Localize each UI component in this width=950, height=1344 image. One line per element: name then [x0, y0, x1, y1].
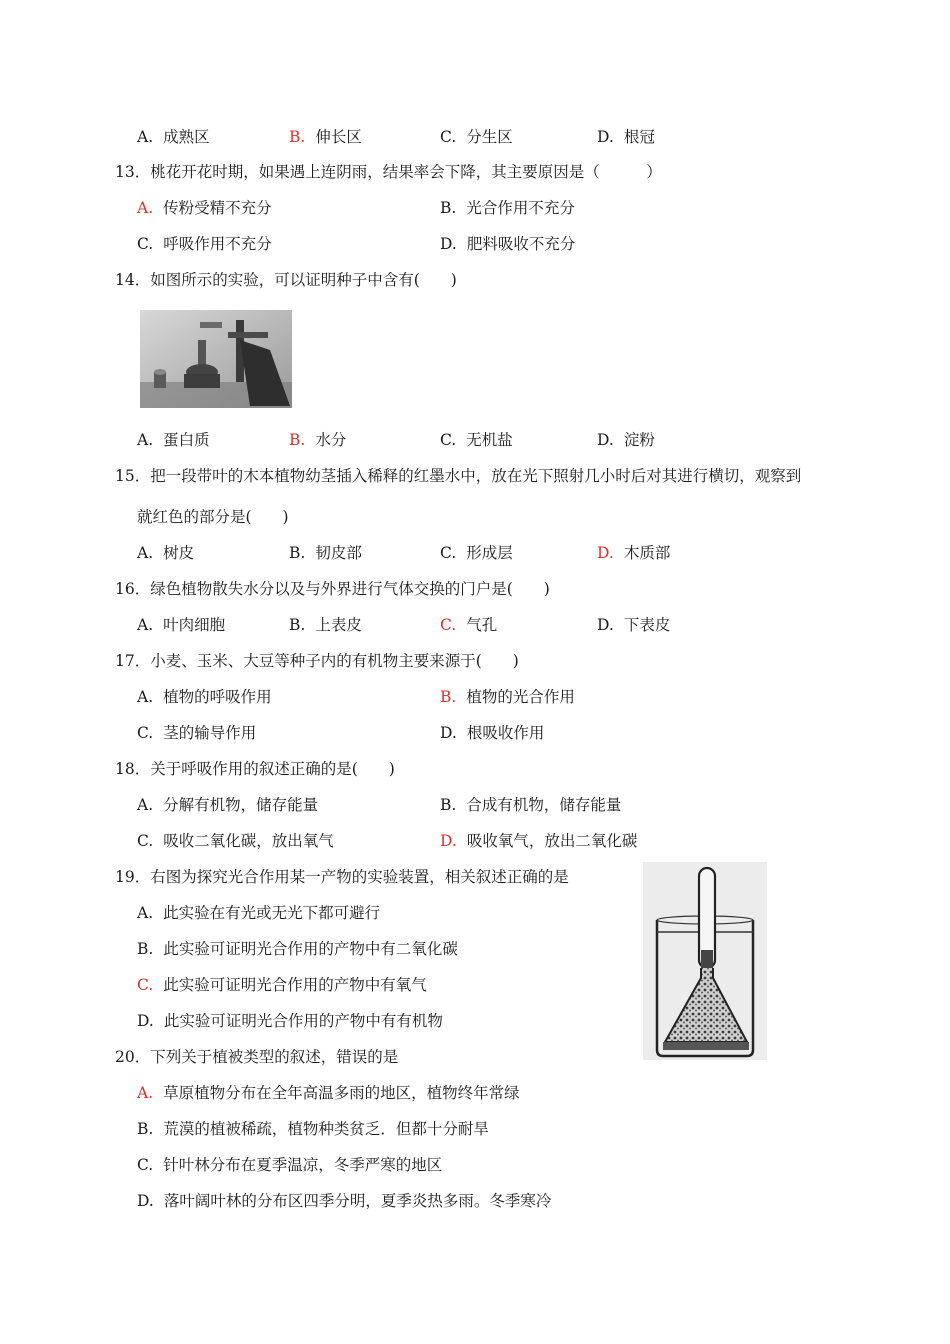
option-text: 传粉受精不充分	[163, 199, 272, 217]
option-letter: A.	[137, 904, 154, 922]
option-text: 下表皮	[623, 616, 671, 634]
q15-stem: 15．把一段带叶的木本植物幼茎插入稀释的红墨水中，放在光下照射几小时后对其进行横切，观察到	[115, 467, 802, 485]
option-text: 此实验可证明光合作用的产物中有有机物	[163, 1012, 443, 1030]
option-letter: A.	[137, 431, 154, 449]
option-letter: D.	[597, 544, 614, 562]
q12-option-d[interactable]	[597, 125, 655, 149]
option-text: 分生区	[466, 128, 513, 146]
q18-option-a[interactable]	[137, 793, 318, 817]
q13-option-d[interactable]	[440, 232, 575, 256]
option-text: 气孔	[466, 616, 498, 634]
option-letter: D.	[440, 832, 457, 850]
option-letter: B.	[440, 199, 457, 217]
q15-stem-continued: 就红色的部分是( )	[137, 508, 289, 526]
option-letter: B.	[440, 796, 457, 814]
option-text: 韧皮部	[315, 544, 362, 562]
q16-option-a[interactable]	[137, 613, 225, 637]
q19-option-d[interactable]	[137, 1009, 443, 1033]
q17-option-b[interactable]	[440, 685, 575, 709]
option-letter: C.	[137, 724, 154, 742]
photosynthesis-oxygen-apparatus-figure	[643, 862, 767, 1060]
option-letter: D.	[597, 431, 614, 449]
option-letter: D.	[137, 1192, 154, 1210]
option-text: 根吸收作用	[466, 724, 545, 742]
option-letter: C.	[440, 544, 457, 562]
q14-stem: 14．如图所示的实验，可以证明种子中含有( )	[115, 271, 457, 289]
q12-option-c[interactable]	[440, 125, 513, 149]
option-letter: A.	[137, 616, 154, 634]
q18-option-d[interactable]	[440, 829, 637, 853]
option-letter: A.	[137, 688, 154, 706]
option-text: 上表皮	[315, 616, 362, 634]
option-text: 针叶林分布在夏季温凉，冬季严寒的地区	[163, 1156, 443, 1174]
q14-option-a[interactable]	[137, 428, 210, 452]
option-letter: B.	[440, 688, 457, 706]
q13-option-a[interactable]	[137, 196, 272, 220]
option-letter: A.	[137, 1084, 154, 1102]
q17-option-a[interactable]	[137, 685, 272, 709]
option-letter: C.	[137, 976, 154, 994]
option-text: 形成层	[466, 544, 513, 562]
q15-option-c[interactable]	[440, 541, 513, 565]
option-text: 草原植物分布在全年高温多雨的地区，植物终年常绿	[163, 1084, 520, 1102]
q13-stem: 13．桃花开花时期，如果遇上连阴雨，结果率会下降，其主要原因是（ ）	[115, 163, 662, 181]
option-text: 落叶阔叶林的分布区四季分明，夏季炎热多雨。冬季寒冷	[163, 1192, 552, 1210]
option-letter: C.	[440, 128, 457, 146]
option-text: 此实验可证明光合作用的产物中有氧气	[163, 976, 427, 994]
q14-option-d[interactable]	[597, 428, 655, 452]
option-letter: B.	[137, 1120, 154, 1138]
q13-option-b[interactable]	[440, 196, 575, 220]
option-letter: D.	[440, 724, 457, 742]
q18-stem: 18．关于呼吸作用的叙述正确的是( )	[115, 760, 395, 778]
option-text: 树皮	[163, 544, 195, 562]
q18-option-c[interactable]	[137, 829, 334, 853]
q20-option-c[interactable]	[137, 1153, 442, 1177]
q13-option-c[interactable]	[137, 232, 272, 256]
option-letter: C.	[137, 235, 154, 253]
option-text: 叶肉细胞	[163, 616, 226, 634]
option-letter: D.	[137, 1012, 154, 1030]
q15-option-a[interactable]	[137, 541, 194, 565]
q12-option-a[interactable]	[137, 125, 210, 149]
q14-option-b[interactable]	[289, 428, 346, 452]
option-letter: B.	[137, 940, 154, 958]
q20-option-a[interactable]	[137, 1081, 520, 1105]
option-text: 木质部	[623, 544, 671, 562]
option-letter: C.	[440, 431, 457, 449]
q20-stem: 20．下列关于植被类型的叙述，错误的是	[115, 1048, 399, 1066]
option-text: 蛋白质	[163, 431, 210, 449]
option-text: 伸长区	[315, 128, 362, 146]
q12-option-b[interactable]	[289, 125, 362, 149]
q20-option-d[interactable]	[137, 1189, 551, 1213]
q19-option-c[interactable]	[137, 973, 427, 997]
option-text: 肥料吸收不充分	[466, 235, 576, 253]
option-text: 吸收氧气，放出二氧化碳	[466, 832, 638, 850]
q17-stem: 17．小麦、玉米、大豆等种子内的有机物主要来源于( )	[115, 652, 519, 670]
option-text: 无机盐	[466, 431, 513, 449]
option-letter: C.	[440, 616, 457, 634]
q15-option-d[interactable]	[597, 541, 670, 565]
option-letter: A.	[137, 796, 154, 814]
option-text: 水分	[315, 431, 347, 449]
q16-option-b[interactable]	[289, 613, 362, 637]
q16-stem: 16．绿色植物散失水分以及与外界进行气体交换的门户是( )	[115, 580, 550, 598]
option-text: 荒漠的植被稀疏，植物种类贫乏．但都十分耐旱	[163, 1120, 489, 1138]
option-letter: A.	[137, 199, 154, 217]
option-letter: B.	[289, 544, 306, 562]
q15-option-b[interactable]	[289, 541, 362, 565]
option-text: 合成有机物，储存能量	[466, 796, 622, 814]
q16-option-d[interactable]	[597, 613, 670, 637]
q20-option-b[interactable]	[137, 1117, 489, 1141]
q16-option-c[interactable]	[440, 613, 497, 637]
option-text: 呼吸作用不充分	[163, 235, 272, 253]
option-letter: B.	[289, 431, 306, 449]
option-text: 淀粉	[623, 431, 655, 449]
option-letter: B.	[289, 128, 306, 146]
option-letter: C.	[137, 1156, 154, 1174]
option-text: 此实验在有光或无光下都可避行	[163, 904, 381, 922]
q17-option-c[interactable]	[137, 721, 256, 745]
option-letter: C.	[137, 832, 154, 850]
option-text: 根冠	[623, 128, 655, 146]
option-text: 茎的输导作用	[163, 724, 257, 742]
q19-option-b[interactable]	[137, 937, 458, 961]
option-letter: D.	[597, 616, 614, 634]
option-letter: D.	[597, 128, 614, 146]
option-text: 植物的呼吸作用	[163, 688, 272, 706]
q19-stem: 19．右图为探究光合作用某一产物的实验装置，相关叙述正确的是	[115, 868, 569, 886]
option-text: 分解有机物，储存能量	[163, 796, 319, 814]
option-letter: D.	[440, 235, 457, 253]
option-text: 吸收二氧化碳，放出氧气	[163, 832, 334, 850]
q14-option-c[interactable]	[440, 428, 513, 452]
q17-option-d[interactable]	[440, 721, 544, 745]
option-letter: B.	[289, 616, 306, 634]
option-text: 光合作用不充分	[466, 199, 575, 217]
option-text: 成熟区	[163, 128, 210, 146]
option-text: 植物的光合作用	[466, 688, 575, 706]
option-letter: A.	[137, 128, 154, 146]
option-letter: A.	[137, 544, 154, 562]
seed-heating-experiment-figure	[140, 310, 292, 408]
q18-option-b[interactable]	[440, 793, 621, 817]
q19-option-a[interactable]	[137, 901, 380, 925]
option-text: 此实验可证明光合作用的产物中有二氧化碳	[163, 940, 458, 958]
